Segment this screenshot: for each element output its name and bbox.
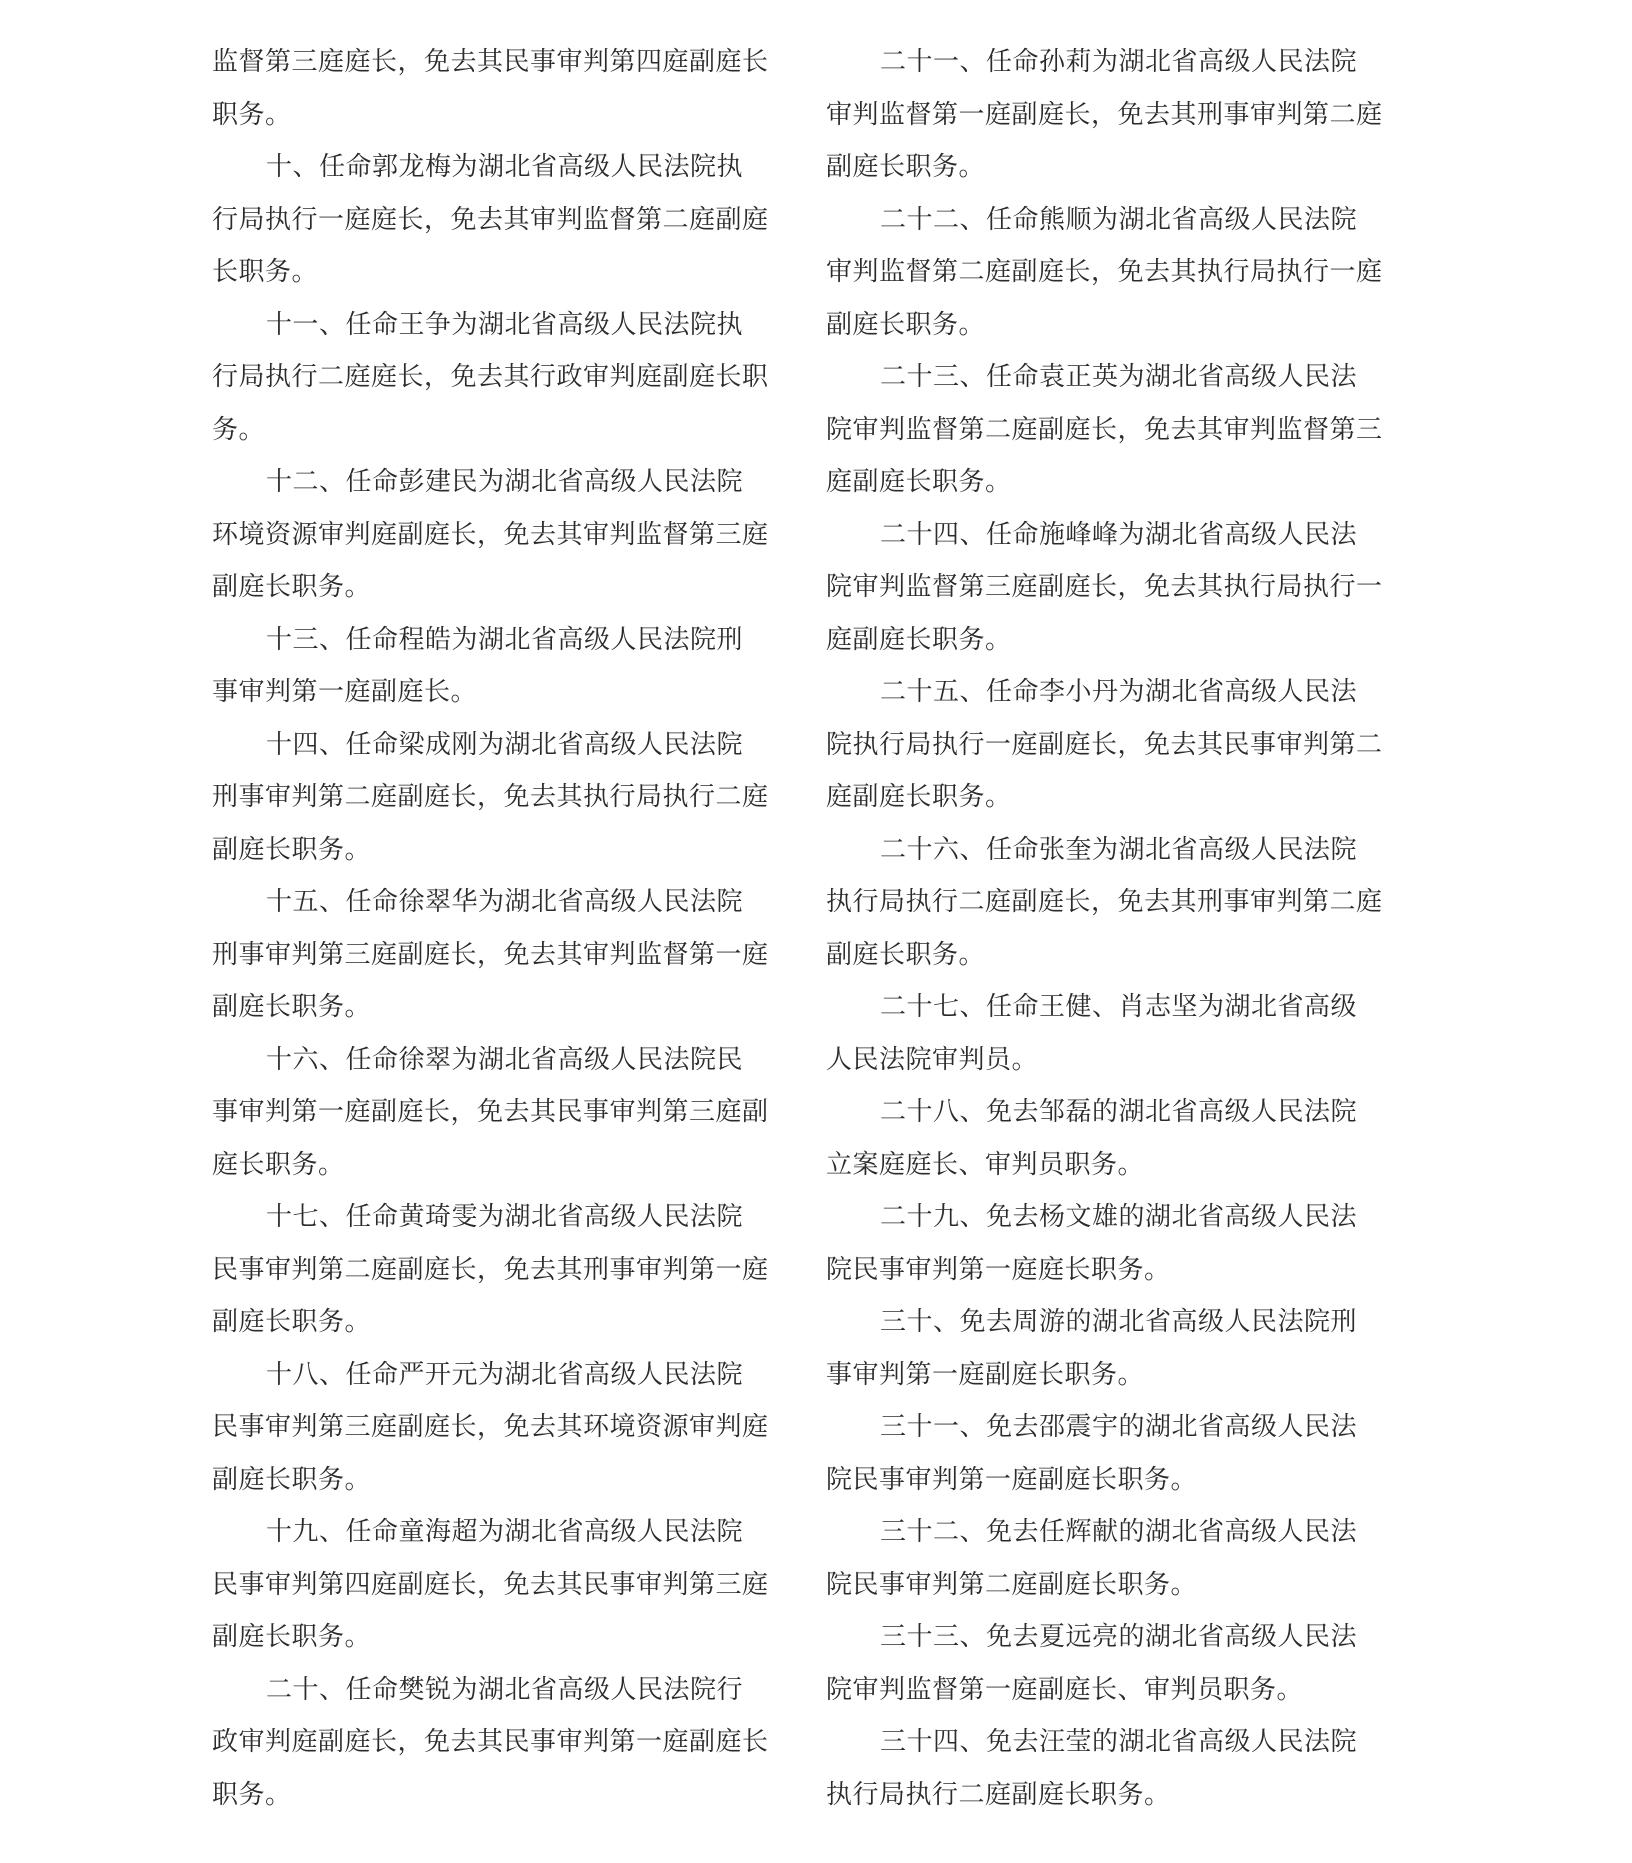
paragraph-line: 庭长职务。 [212, 1149, 345, 1180]
left-text-column [212, 36, 768, 1821]
paragraph-line: 务。 [212, 414, 266, 445]
paragraph-line: 副庭长职务。 [212, 572, 372, 602]
paragraph-first-line: 十三、任命程皓为湖北省高级人民法院刑 [266, 624, 744, 655]
paragraph-line: 副庭长职务。 [212, 992, 372, 1022]
paragraph-line: 院民事审判第二庭副庭长职务。 [826, 1569, 1198, 1600]
paragraph-first-line: 二十、任命樊锐为湖北省高级人民法院行 [266, 1674, 744, 1705]
paragraph-first-line: 三十四、免去汪莹的湖北省高级人民法院 [880, 1727, 1358, 1757]
paragraph-first-line: 十七、任命黄琦雯为湖北省高级人民法院 [266, 1202, 744, 1232]
paragraph-line: 执行局执行二庭副庭长职务。 [826, 1779, 1171, 1810]
paragraph-line: 行局执行二庭庭长，免去其行政审判庭副庭长职 [212, 362, 769, 392]
paragraph-line: 职务。 [212, 1779, 292, 1810]
paragraph-line: 事审判第一庭副庭长，免去其民事审判第三庭副 [212, 1097, 769, 1127]
paragraph-first-line: 十八、任命严开元为湖北省高级人民法院 [266, 1359, 744, 1390]
paragraph-line: 刑事审判第二庭副庭长，免去其执行局执行二庭 [212, 782, 769, 812]
paragraph-line: 事审判第一庭副庭长。 [212, 677, 478, 707]
paragraph-line: 监督第三庭庭长，免去其民事审判第四庭副庭长 [212, 47, 769, 77]
paragraph-line: 行局执行一庭庭长，免去其审判监督第二庭副庭 [212, 204, 769, 235]
paragraph-line: 职务。 [212, 99, 292, 130]
paragraph-line: 事审判第一庭副庭长职务。 [826, 1359, 1145, 1390]
paragraph-line: 审判监督第二庭副庭长，免去其执行局执行一庭 [826, 257, 1383, 287]
paragraph-line: 院审判监督第二庭副庭长，免去其审判监督第三 [826, 414, 1383, 445]
paragraph-first-line: 二十五、任命李小丹为湖北省高级人民法 [880, 677, 1358, 707]
paragraph-line: 庭副庭长职务。 [826, 467, 1012, 497]
paragraph-line: 院审判监督第三庭副庭长，免去其执行局执行一 [826, 572, 1383, 602]
paragraph-first-line: 三十二、免去任辉献的湖北省高级人民法 [880, 1517, 1358, 1547]
paragraph-line: 民事审判第四庭副庭长，免去其民事审判第三庭 [212, 1569, 769, 1600]
paragraph-line: 民事审判第二庭副庭长，免去其刑事审判第一庭 [212, 1254, 769, 1285]
paragraph-first-line: 十、任命郭龙梅为湖北省高级人民法院执 [266, 152, 744, 182]
paragraph-line: 副庭长职务。 [826, 939, 986, 970]
paragraph-line: 人民法院审判员。 [826, 1044, 1039, 1075]
paragraph-line: 副庭长职务。 [826, 152, 986, 182]
paragraph-line: 审判监督第一庭副庭长，免去其刑事审判第二庭 [826, 99, 1383, 130]
paragraph-first-line: 二十二、任命熊顺为湖北省高级人民法院 [880, 204, 1358, 235]
paragraph-first-line: 二十八、免去邹磊的湖北省高级人民法院 [880, 1097, 1358, 1127]
paragraph-first-line: 十一、任命王争为湖北省高级人民法院执 [266, 309, 744, 340]
paragraph-line: 副庭长职务。 [212, 1464, 372, 1495]
paragraph-line: 政审判庭副庭长，免去其民事审判第一庭副庭长 [212, 1727, 769, 1757]
paragraph-first-line: 十二、任命彭建民为湖北省高级人民法院 [266, 467, 744, 497]
paragraph-first-line: 二十九、免去杨文雄的湖北省高级人民法 [880, 1202, 1358, 1232]
paragraph-first-line: 十五、任命徐翠华为湖北省高级人民法院 [266, 887, 744, 917]
paragraph-line: 长职务。 [212, 257, 319, 287]
paragraph-first-line: 二十一、任命孙莉为湖北省高级人民法院 [880, 47, 1358, 77]
right-text-column [826, 36, 1382, 1821]
paragraph-first-line: 二十四、任命施峰峰为湖北省高级人民法 [880, 519, 1358, 550]
paragraph-first-line: 二十七、任命王健、肖志坚为湖北省高级 [880, 992, 1358, 1022]
paragraph-first-line: 二十六、任命张奎为湖北省高级人民法院 [880, 834, 1358, 865]
paragraph-first-line: 三十一、免去邵震宇的湖北省高级人民法 [880, 1412, 1358, 1442]
paragraph-line: 院执行局执行一庭副庭长，免去其民事审判第二 [826, 729, 1383, 760]
paragraph-line: 院民事审判第一庭副庭长职务。 [826, 1464, 1198, 1495]
paragraph-line: 环境资源审判庭副庭长，免去其审判监督第三庭 [212, 519, 769, 550]
paragraph-first-line: 三十三、免去夏远亮的湖北省高级人民法 [880, 1622, 1358, 1652]
paragraph-line: 副庭长职务。 [212, 834, 372, 865]
paragraph-line: 庭副庭长职务。 [826, 624, 1012, 655]
paragraph-first-line: 十九、任命童海超为湖北省高级人民法院 [266, 1517, 744, 1547]
paragraph-line: 院民事审判第一庭庭长职务。 [826, 1254, 1171, 1285]
paragraph-line: 立案庭庭长、审判员职务。 [826, 1149, 1145, 1180]
paragraph-first-line: 二十三、任命袁正英为湖北省高级人民法 [880, 362, 1358, 392]
paragraph-line: 刑事审判第三庭副庭长，免去其审判监督第一庭 [212, 939, 769, 970]
paragraph-first-line: 十六、任命徐翠为湖北省高级人民法院民 [266, 1044, 744, 1075]
paragraph-line: 副庭长职务。 [212, 1622, 372, 1652]
paragraph-first-line: 三十、免去周游的湖北省高级人民法院刑 [880, 1307, 1358, 1337]
paragraph-line: 副庭长职务。 [826, 309, 986, 340]
paragraph-line: 院审判监督第一庭副庭长、审判员职务。 [826, 1674, 1304, 1705]
paragraph-first-line: 十四、任命梁成刚为湖北省高级人民法院 [266, 729, 744, 760]
paragraph-line: 副庭长职务。 [212, 1307, 372, 1337]
paragraph-line: 民事审判第三庭副庭长，免去其环境资源审判庭 [212, 1412, 769, 1442]
paragraph-line: 执行局执行二庭副庭长，免去其刑事审判第二庭 [826, 887, 1383, 917]
paragraph-line: 庭副庭长职务。 [826, 782, 1012, 812]
